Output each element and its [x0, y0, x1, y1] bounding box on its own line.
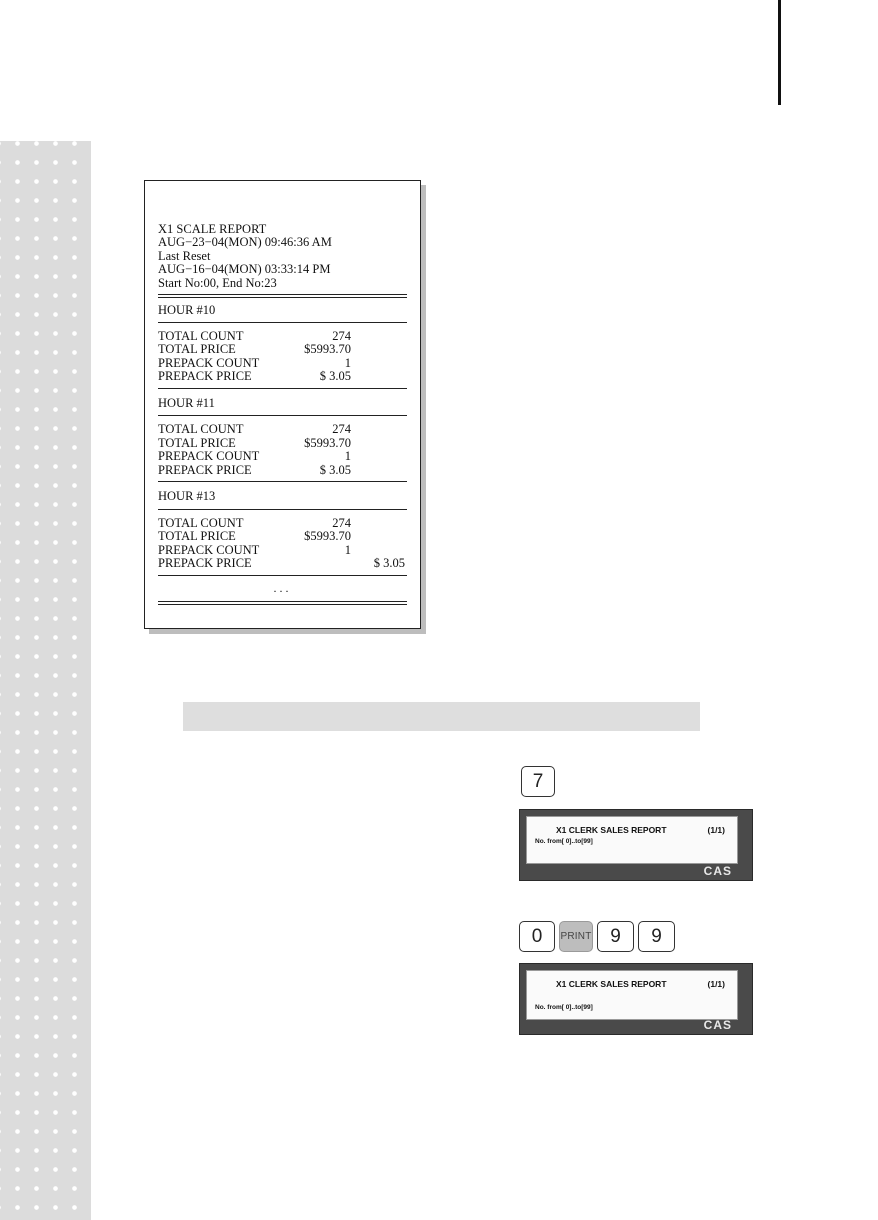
total-price-value: $5993.70	[304, 529, 351, 543]
display-prompt: No. from[ 0]..to[99]	[535, 1004, 593, 1011]
prepack-count-label: PREPACK COUNT	[158, 449, 260, 463]
total-price-label: TOTAL PRICE	[158, 436, 236, 450]
prepack-count-value: 1	[344, 543, 351, 557]
display-screen	[526, 970, 738, 1020]
prepack-price-label: PREPACK PRICE	[158, 556, 252, 570]
prepack-price-value: $ 3.05	[373, 556, 405, 570]
last-reset-label: Last Reset	[158, 249, 211, 263]
display-prompt: No. from[ 0]..to[99]	[535, 838, 593, 845]
double-rule	[158, 601, 407, 605]
hour-label: HOUR #11	[158, 396, 215, 410]
hour-label: HOUR #13	[158, 489, 216, 503]
dash-rule	[158, 509, 407, 510]
display-title: X1 CLERK SALES REPORT	[556, 825, 667, 835]
total-price-value: $5993.70	[304, 436, 351, 450]
continuation-ellipsis: ...	[273, 581, 292, 595]
total-price-label: TOTAL PRICE	[158, 342, 236, 356]
scale-display-2	[519, 963, 753, 1035]
side-dotted-band	[0, 141, 91, 1220]
prepack-count-value: 1	[344, 449, 351, 463]
total-count-label: TOTAL COUNT	[158, 329, 244, 343]
number-range: Start No:00, End No:23	[158, 276, 277, 290]
dash-rule	[158, 415, 407, 416]
display-page: (1/1)	[707, 825, 725, 835]
reset-time: AUG−16−04(MON) 03:33:14 PM	[158, 262, 331, 276]
top-vertical-rule	[778, 0, 781, 105]
cas-logo: CAS	[703, 864, 732, 878]
dash-rule	[158, 388, 407, 389]
prepack-count-value: 1	[344, 356, 351, 370]
prepack-count-label: PREPACK COUNT	[158, 356, 260, 370]
display-page: (1/1)	[707, 979, 725, 989]
cas-logo: CAS	[703, 1018, 732, 1032]
section-heading-bar	[183, 702, 700, 731]
key-7[interactable]: 7	[521, 766, 555, 797]
double-rule	[158, 294, 407, 298]
hour-label: HOUR #10	[158, 303, 216, 317]
total-price-label: TOTAL PRICE	[158, 529, 236, 543]
total-count-label: TOTAL COUNT	[158, 516, 244, 530]
key-9[interactable]: 9	[597, 921, 634, 952]
prepack-count-label: PREPACK COUNT	[158, 543, 260, 557]
key-0[interactable]: 0	[519, 921, 555, 952]
scale-report-receipt	[144, 180, 421, 629]
display-title: X1 CLERK SALES REPORT	[556, 979, 667, 989]
dash-rule	[158, 575, 407, 576]
total-count-value: 274	[332, 422, 351, 436]
prepack-price-label: PREPACK PRICE	[158, 369, 252, 383]
prepack-price-value: $ 3.05	[319, 369, 351, 383]
key-9[interactable]: 9	[638, 921, 675, 952]
total-count-value: 274	[332, 329, 351, 343]
dash-rule	[158, 322, 407, 323]
prepack-price-label: PREPACK PRICE	[158, 463, 252, 477]
total-price-value: $5993.70	[304, 342, 351, 356]
total-count-label: TOTAL COUNT	[158, 422, 244, 436]
print-key[interactable]: PRINT	[559, 921, 593, 952]
prepack-price-value: $ 3.05	[319, 463, 351, 477]
report-time: AUG−23−04(MON) 09:46:36 AM	[158, 235, 332, 249]
scale-display-1	[519, 809, 753, 881]
total-count-value: 274	[332, 516, 351, 530]
receipt-title: X1 SCALE REPORT	[158, 222, 267, 236]
display-screen	[526, 816, 738, 864]
dash-rule	[158, 481, 407, 482]
